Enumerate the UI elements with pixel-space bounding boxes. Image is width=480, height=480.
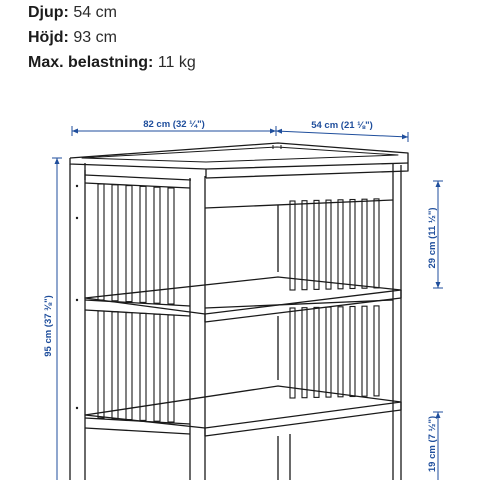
front-slat	[98, 184, 104, 300]
spec-max-load-label: Max. belastning:	[28, 54, 154, 71]
front-slat	[112, 185, 118, 301]
spec-depth-value: 54 cm	[73, 4, 117, 21]
bottom-clearance-dimension-label: 19 cm (7 ½")	[427, 415, 438, 473]
spec-height-value: 93 cm	[73, 29, 117, 46]
spec-max-load-value: 11 kg	[157, 54, 196, 71]
front-slat	[168, 315, 174, 422]
back-slat	[290, 308, 295, 398]
front-slat	[126, 313, 132, 420]
back-slat	[314, 307, 319, 397]
back-slat	[374, 306, 379, 396]
front-slat	[112, 312, 118, 419]
spec-height-label: Höjd:	[28, 29, 69, 46]
shelf-spacing-dimension-label: 29 cm (11 ½")	[427, 207, 438, 269]
back-slat	[338, 200, 343, 289]
back-slat	[326, 200, 331, 289]
depth-dimension-label: 54 cm (21 ⅛")	[311, 120, 373, 131]
back-slat	[362, 306, 367, 396]
back-slat	[362, 199, 367, 288]
back-slat	[350, 200, 355, 289]
screw-holes	[76, 185, 78, 409]
total-height-dimension-label: 95 cm (37 ⅜")	[43, 295, 54, 357]
top-tray	[70, 143, 408, 178]
front-right-post	[190, 176, 205, 480]
back-slat	[302, 308, 307, 398]
back-slat	[314, 200, 319, 289]
changing-table-outline	[70, 143, 408, 480]
back-slat	[374, 199, 379, 288]
back-slat	[350, 307, 355, 397]
front-slat	[140, 313, 146, 420]
back-slat	[338, 307, 343, 397]
front-side-panel	[70, 164, 191, 480]
back-slat	[290, 201, 295, 290]
spec-depth-label: Djup:	[28, 4, 69, 21]
rear-foot	[278, 434, 290, 480]
front-slat	[126, 186, 132, 302]
front-slat	[168, 188, 174, 304]
front-slat	[154, 187, 160, 303]
front-slat	[140, 186, 146, 302]
back-slat	[302, 201, 307, 290]
width-dimension-label: 82 cm (32 ¼")	[143, 119, 205, 130]
front-slat	[98, 311, 104, 418]
back-slat	[326, 307, 331, 397]
back-side-panel	[205, 200, 393, 380]
